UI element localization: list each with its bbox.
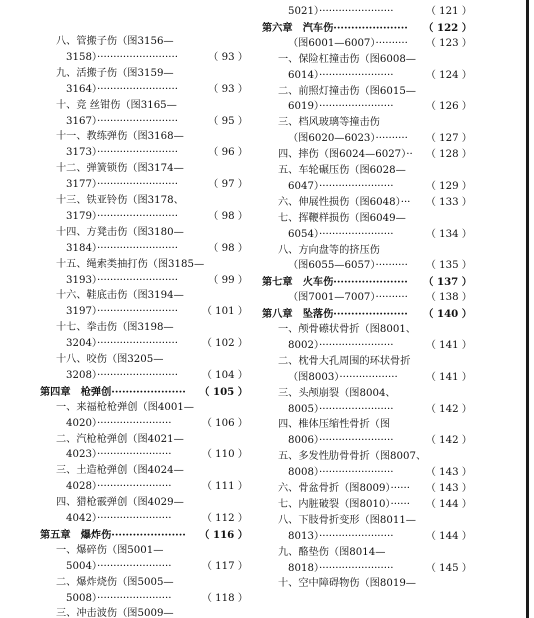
toc-page-number: （ 141 ） — [425, 371, 472, 383]
toc-page-number: （ 123 ） — [425, 37, 472, 49]
toc-page-number: （ 110 ） — [201, 449, 248, 461]
toc-entry-text: 3173）························· — [66, 147, 178, 159]
toc-entry-text: 3184）························· — [66, 242, 178, 254]
toc-entry-text: 四、摔伤（图6024—6027）·· — [278, 149, 413, 161]
toc-entry-text: 8002）······················· — [288, 339, 394, 351]
toc-page-number: （ 95 ） — [208, 115, 248, 127]
toc-entry-text: 十七、拳击伤（图3198— — [56, 322, 174, 334]
toc-page-number: （ 134 ） — [425, 228, 472, 240]
toc-entry-text: 十二、弹簧锁伤（图3174— — [56, 163, 184, 175]
toc-page-number: （ 129 ） — [425, 180, 472, 192]
toc-page-number: （ 98 ） — [208, 242, 248, 254]
toc-entry-text: 十四、方凳击伤（图3180— — [56, 226, 184, 238]
toc-entry-text: 3193）························· — [66, 274, 178, 286]
toc-page-number: （ 142 ） — [425, 435, 472, 447]
toc-entry-text: 二、汽枪枪弹创（图4021— — [56, 433, 184, 445]
toc-page-number: （ 144 ） — [425, 498, 472, 510]
toc-page-number: （ 124 ） — [425, 69, 472, 81]
toc-entry-text: （图6020—6023）·········· — [288, 133, 408, 145]
toc-page-number: （ 141 ） — [425, 339, 472, 351]
toc-entry-text: 4028）······················· — [66, 481, 172, 493]
toc-entry-text: 8018）······················· — [288, 562, 394, 574]
toc-entry-text: 三、土造枪弹创（图4024— — [56, 465, 184, 477]
toc-entry-text: 八、下肢骨折变形（图8011— — [278, 514, 416, 526]
toc-entry-text: 8005）······················· — [288, 403, 394, 415]
toc-page-number: （ 98 ） — [208, 210, 248, 222]
toc-entry-text: 8008）······················· — [288, 467, 394, 479]
toc-entry-text: 三、头颅崩裂（图8004、 — [278, 387, 396, 399]
toc-entry-text: 第六章 汽车伤····················· — [262, 21, 408, 34]
toc-entry-text: 三、冲击波伤（图5009— — [56, 608, 174, 618]
toc-entry-text: 十六、鞋底击伤（图3194— — [56, 290, 184, 302]
toc-entry-text: 4042）······················· — [66, 513, 172, 524]
toc-page-number: （ 105 ） — [199, 385, 248, 398]
toc-entry-text: 6047）······················· — [288, 180, 394, 192]
toc-entry-text: 5004）······················· — [66, 560, 172, 572]
toc-entry-text: 3167）························· — [66, 115, 178, 127]
toc-entry-text: 七、内脏破裂（图8010）······ — [278, 498, 410, 510]
toc-page-number: （ 143 ） — [425, 467, 472, 479]
toc-page-number: （ 144 ） — [425, 530, 472, 542]
toc-page-number: （ 127 ） — [425, 133, 472, 145]
toc-entry-text: 3164）························· — [66, 83, 178, 95]
toc-page-number: （ 133 ） — [425, 196, 472, 208]
toc-page-number: （ 128 ） — [425, 149, 472, 161]
toc-entry-text: （图6001—6007）·········· — [288, 37, 408, 49]
toc-entry-text: 6019）······················· — [288, 101, 394, 113]
toc-page-number: （ 137 ） — [423, 276, 472, 289]
toc-entry-text: 一、来福枪枪弹创（图4001— — [56, 401, 194, 413]
toc-entry-text: 九、酪垫伤（图8014— — [278, 546, 386, 558]
toc-page-number: （ 106 ） — [201, 417, 248, 429]
toc-page-number: （ 104 ） — [201, 369, 248, 381]
toc-page-number: （ 118 ） — [201, 592, 248, 604]
toc-entry-text: 一、颅骨礤状骨折（图8001、 — [278, 324, 416, 335]
toc-entry-text: 3177）························· — [66, 179, 178, 191]
toc-entry-text: 3197）························· — [66, 306, 178, 318]
toc-entry-text: 3158）························· — [66, 51, 178, 63]
toc-entry-text: 十八、咬伤（图3205— — [56, 354, 164, 365]
toc-page-number: （ 140 ） — [423, 308, 472, 321]
toc-entry-line — [56, 603, 248, 618]
toc-page-number: （ 138 ） — [425, 292, 472, 304]
toc-page-number: （ 111 ） — [201, 481, 248, 493]
toc-entry-text: 八、管搬子伤（图3156— — [56, 36, 174, 47]
toc-entry-line — [278, 573, 472, 595]
toc-entry-text: 七、挥鞭样损伤（图6049— — [278, 212, 406, 224]
toc-page-number: （ 102 ） — [201, 338, 248, 350]
toc-entry-text: 3179）························· — [66, 210, 178, 222]
toc-entry-text: 4020）······················· — [66, 417, 172, 429]
toc-page-number: （ 97 ） — [208, 179, 248, 191]
toc-page-number: （ 121 ） — [425, 6, 472, 17]
toc-entry-text: 第七章 火车伤····················· — [262, 276, 408, 289]
toc-page-number: （ 99 ） — [208, 274, 248, 286]
toc-page-number: （ 135 ） — [425, 260, 472, 272]
toc-entry-text: 4023）······················· — [66, 449, 172, 461]
toc-entry-text: 第八章 坠落伤····················· — [262, 308, 408, 321]
toc-entry-text: 六、骨盆骨折（图8009）······ — [278, 483, 410, 494]
toc-entry-text: 十、竞 丝钳伤（图3165— — [56, 99, 177, 111]
toc-page-number: （ 112 ） — [201, 513, 248, 524]
toc-entry-text: （图8003）·················· — [288, 371, 398, 383]
toc-entry-text: 8006）······················· — [288, 435, 394, 447]
toc-page-number: （ 143 ） — [425, 483, 472, 494]
toc-page-number: （ 117 ） — [201, 560, 248, 572]
toc-entry-text: 十三、铁亚铃伤（图3178、 — [56, 195, 184, 206]
toc-entry-text: 一、爆碎伤（图5001— — [56, 544, 164, 556]
toc-entry-text: 二、爆炸烧伤（图5005— — [56, 576, 174, 588]
toc-entry-text: 第四章 枪弹创····················· — [40, 385, 186, 398]
toc-entry-text: 六、伸展性损伤（图6048）··· — [278, 196, 411, 208]
toc-entry-text: 3204）························· — [66, 338, 178, 350]
toc-entry-text: 8013）······················· — [288, 530, 394, 542]
toc-entry-text: 3208）························· — [66, 369, 178, 381]
toc-entry-text: 九、活搬子伤（图3159— — [56, 67, 174, 79]
toc-entry-text: 四、猎枪霰弹创（图4029— — [56, 497, 184, 509]
toc-page-number: （ 142 ） — [425, 403, 472, 415]
toc-entry-text: 三、档风玻璃等撞击伤 — [278, 117, 380, 129]
toc-entry-text: 十一、教练弹伤（图3168— — [56, 131, 184, 143]
toc-page-number: （ 116 ） — [199, 528, 248, 541]
page-edge-border — [526, 0, 529, 618]
toc-entry-text: 一、保险杠撞击伤（图6008— — [278, 53, 416, 65]
toc-entry-text: 5021）······················· — [288, 6, 394, 17]
toc-page-number: （ 101 ） — [201, 306, 248, 318]
toc-entry-text: （图7001—7007）·········· — [288, 292, 408, 304]
toc-entry-text: 6014）······················· — [288, 69, 394, 81]
toc-entry-text: 四、椎体压缩性骨折（图 — [278, 419, 391, 431]
toc-page-number: （ 122 ） — [423, 21, 472, 34]
toc-page-number: （ 145 ） — [425, 562, 472, 574]
toc-entry-text: 五、多发性肋骨骨折（图8007、 — [278, 451, 427, 463]
toc-entry-text: 5008）······················· — [66, 592, 172, 604]
toc-entry-text: 十五、绳索类抽打伤（图3185— — [56, 258, 205, 270]
toc-page-number: （ 93 ） — [208, 83, 248, 95]
toc-entry-text: （图6055—6057）·········· — [288, 260, 408, 272]
toc-entry-text: 八、方向盘等的挤压伤 — [278, 244, 380, 256]
toc-page-number: （ 93 ） — [208, 51, 248, 63]
toc-entry-text: 二、前照灯撞击伤（图6015— — [278, 85, 416, 97]
toc-entry-text: 二、枕骨大孔周围的环状骨折 — [278, 355, 411, 367]
toc-entry-text: 6054）······················· — [288, 228, 394, 240]
toc-page-number: （ 96 ） — [208, 147, 248, 159]
toc-entry-text: 第五章 爆炸伤····················· — [40, 528, 186, 541]
toc-entry-text: 十、空中障碍物伤（图8019— — [278, 578, 416, 590]
toc-entry-text: 五、车轮碾压伤（图6028— — [278, 165, 406, 176]
toc-page-number: （ 126 ） — [425, 101, 472, 113]
